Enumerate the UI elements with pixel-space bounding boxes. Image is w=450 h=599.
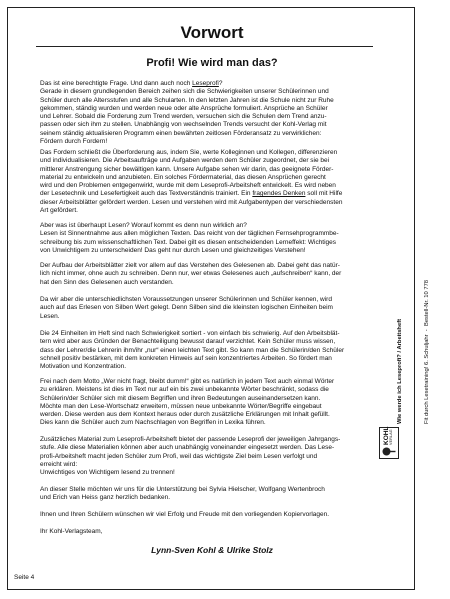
body-paragraph-6 (40, 330, 376, 371)
text-line: hat den Sinn des Gelesenen auch verstanden. (40, 278, 174, 286)
text-line: Die 24 Einheiten im Heft sind nach Schwierigkeit sortiert - von einfach bis schwierig. Auf den Arbeitsblät- (40, 330, 340, 337)
logo-subtitle: VERLAG (389, 429, 394, 445)
body-paragraph-3 (40, 222, 376, 255)
text-line: Da wir aber die unterschiedlichsten Voraussetzungen unserer Schülerinnen und Schüler kennen, wird (40, 296, 332, 303)
body-paragraph-2 (40, 149, 376, 215)
title-rule (36, 46, 373, 47)
text-line: Motivation und Konzentration. (40, 363, 126, 371)
author-signature: Lynn-Sven Kohl & Ulrike Stolz (151, 545, 273, 555)
logo-name: KOHL (382, 426, 390, 445)
text-line: Unwichtiges von Wichtigem lesend zu trennen! (40, 469, 175, 477)
text-line: seinem ständig aktualisieren Programm einen bewährten zeitlosen Förderansatz zu verwirklichen: (40, 129, 322, 137)
text-line: Aber was ist überhaupt Lesen? Worauf kommt es denn nun wirklich an? (40, 222, 247, 229)
body-paragraph-10 (40, 511, 376, 519)
text-line: schnell positiv bestärken, mit dem konkreten Hinweis auf sein konzentriertes Arbeiten. So fördert man (40, 354, 332, 362)
text-line: auch auf das Erlesen von Silben Wert gelegt. Denn Silben sind die kleinsten logischen Einheiten beim (40, 304, 333, 312)
text-segment: der Lesetechnik und Lesefertigkeit auch das Textverständnis trainiert. Ein (40, 190, 253, 198)
text-line: wird und den Problemen entgegenwirkt, wurde mit dem Leseprofi-Arbeitsheft entwickelt. Es wird neben (40, 182, 336, 190)
sidebar-series-title: Wie werde ich Leseprofi? / Arbeitsheft (397, 318, 403, 424)
text-line: gekommen, ständig wurden und werden neue oder alte Ansprüche formuliert. Ansprüche an Schüler (40, 104, 328, 112)
text-line: Ihnen und Ihren Schülern wünschen wir viel Erfolg und Freude mit den vorliegenden Kopiervorlagen. (40, 511, 330, 518)
text-line: werden. Diese werden aus dem Kontext heraus oder durch zusätzliche Erklärungen mit Inhalt gefüllt. (40, 411, 330, 419)
body-paragraph-4 (40, 262, 376, 287)
text-line: Lesen ist Sinnentnahme aus allen möglichen Texten. Das reicht von der täglichen Fernsehprogrammbe- (40, 230, 339, 238)
text-line: Dies kann die Schüler auch zum Nachschlagen von Begriffen in Lexika führen. (40, 419, 266, 427)
tree-icon (382, 447, 396, 456)
text-line: lich nicht immer, ohne auch zu schreiben. Denn nur, wer etwas Gelesenes auch „aufschreiben“ kann, der (40, 270, 342, 278)
text-line: erreicht wird: (40, 460, 78, 468)
text-line (40, 80, 376, 88)
body-paragraph-9 (40, 486, 376, 503)
text-line: Ihr Kohl-Verlagsteam, (40, 528, 103, 535)
text-line: und individualisieren. Die Arbeitsaufträge und Aufgaben werden dem Schüler zugeordnet, der sie bei (40, 157, 330, 165)
body-paragraph-7 (40, 378, 376, 428)
text-line: Der Aufbau der Arbeitsblätter zielt vor allem auf das Verstehen des Gelesenen ab. Dabei geht das natür- (40, 262, 340, 269)
text-line: und Lehrer. Sobald die Forderung zum Trend werden, versuchen sich die Schulen dem Trend anzu- (40, 113, 327, 121)
text-line: Gerade in diesem grundlegenden Bereich zeihen sich die Schwierigkeiten unserer Schülerinnen und (40, 88, 329, 96)
body-paragraph-1 (40, 80, 376, 146)
text-line: schreibung bis zum wissenschaftlichen Text. Dabei gilt es diesen entscheidenden Lerneffekt: Wichtiges (40, 238, 337, 246)
text-line: material zu entwickeln und anzubieten. Ein solches Fördermaterial, das diesen Ansprüchen gerecht (40, 173, 326, 181)
text-line: stufe. Alle diese Materialien können aber auch unabhängig voneinander eingesetzt werden. Das Lese- (40, 444, 335, 452)
text-line: von Unwichtigem zu unterscheiden! Das geht nur durch Lesen und gleichzeitiges Verstehen! (40, 246, 306, 254)
sidebar-order-info: Fit durch Lesetraining! 6. Schuljahr - Bestell-Nr. 10 778 (424, 279, 430, 424)
text-line: Möchte man den Lese-Wortschatz erweitern, müssen neue unbekannte Wörter/Begriffe eingebaut (40, 402, 322, 410)
text-line: Fördern durch Fordern! (40, 138, 108, 146)
text-line: Art gefördert. (40, 207, 78, 215)
text-line: profi-Arbeitsheft macht jeden Schüler zum Profi, weil das wichtigste Ziel beim Lesen verfolgt und (40, 452, 318, 460)
text-line: mittlerer Anstrengung sicher bewältigen kann. Unsere Aufgabe sehen wir darin, das geeignete Förder- (40, 165, 334, 173)
closing-greeting (40, 528, 376, 536)
text-line: Lesen. (40, 312, 60, 320)
text-segment: ? (218, 80, 223, 87)
text-line: tern wird aber aus Gründen der Benachteiligung bewusst darauf verzichtet. Kein Schüler muss wissen, (40, 338, 336, 346)
page-title: Vorwort (180, 23, 244, 42)
page-number: Seite 4 (14, 574, 35, 581)
text-segment: soll mit Hilfe (305, 190, 343, 198)
sidebar-series-info (378, 224, 430, 424)
text-line: und Erich van Heiss ganz herzlich bedanken. (40, 494, 171, 502)
text-line: Das Fordern schließt die Überforderung aus, indem Sie, werte Kolleginnen und Kollegen, differenzieren (40, 149, 338, 156)
page-subtitle: Profi! Wie wird man das? (146, 57, 278, 69)
underlined-term: Leseprofi (192, 80, 219, 87)
text-line: Schülerin/der Schüler sich mit diesem Begriffen und ihren Bedeutungen auseinandersetzen kann. (40, 394, 321, 402)
underlined-term: fragendes Denken (252, 190, 306, 198)
body-paragraph-8 (40, 436, 376, 477)
text-line: Schüler durch alle Altersstufen und alle Schularten. In den letzten Jahren ist die Schule nicht zur Ruhe (40, 96, 334, 104)
text-line: passen oder sich ihm zu stellen. Unabhängig von wechselnden Trends versucht der Kohl-Verlag mit (40, 121, 327, 129)
text-line: zu erklären. Meistens ist dies im Text nur auf ein bis zwei unbekannte Wörter beschränkt, sodass die (40, 386, 329, 394)
publisher-logo (379, 427, 399, 459)
text-line: Zusätzliches Material zum Leseprofi-Arbeitsheft bietet der passende Leseprofi der jeweiligen Jahrgangs- (40, 436, 341, 443)
text-line: Frei nach dem Motto „Wer nicht fragt, bleibt dumm!“ gibt es natürlich in jedem Text auch einmal Wörter (40, 378, 335, 385)
text-line: dieser Arbeitsblätter gefördert werden. Lesen und verstehen wird mit Aufgabentypen der verschiedensten (40, 198, 343, 206)
body-paragraph-5 (40, 296, 376, 321)
text-line: dass der Lehrer/die Lehrerin ihm/ihr „nur“ einen leichten Text gibt. So kann man die Schülerin/den Schüler (40, 346, 345, 354)
text-line: An dieser Stelle möchten wir uns für die Unterstützung bei Sylvia Hielscher, Wolfgang Wertenbroch (40, 486, 325, 493)
text-segment: Das ist eine berechtigte Frage. Und dann auch noch (40, 80, 193, 87)
text-line (40, 190, 376, 198)
